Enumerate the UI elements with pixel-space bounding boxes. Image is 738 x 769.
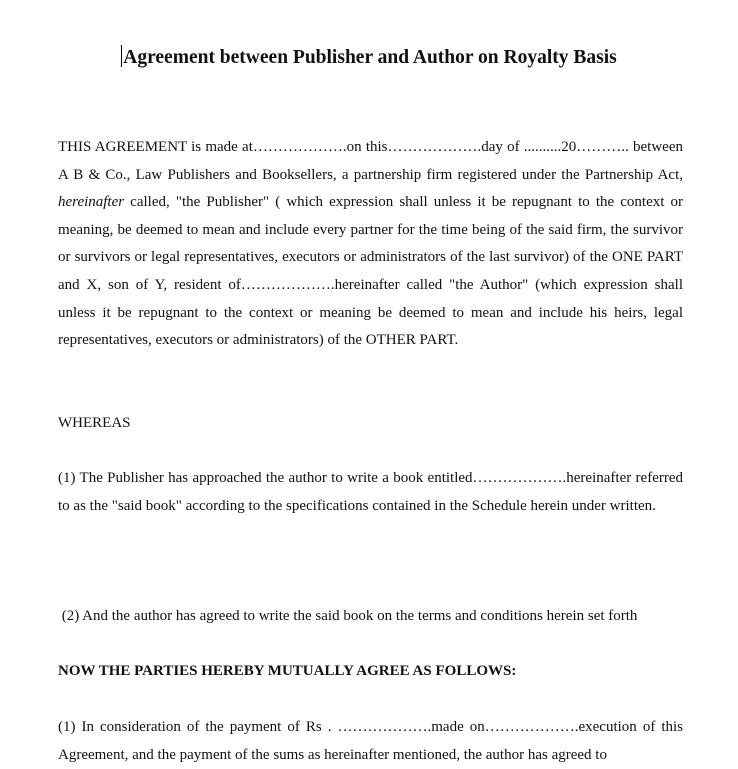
document-title-text: Agreement between Publisher and Author on Royalty Basis — [123, 47, 617, 68]
whereas-heading: WHEREAS — [58, 415, 131, 431]
intro-text-part2: called, "the Publisher" ( which expression shall unless it be repugnant to the context or meaning, be deemed to mean and include every partner for the time being of the said firm, the survivor or survivors or legal representatives, executors or administrators of the last survivor) of the ONE PART and X, son of Y, resident of……………….hereinafter called "the Author" (which expression shall unless it be repugnant to the context or meaning be deemed to mean and include his heirs, legal representatives, executors or administrators) of the OTHER PART. — [58, 194, 683, 349]
intro-paragraph — [58, 134, 683, 355]
clause-1-paragraph: (1) The Publisher has approached the author to write a book entitled……………….hereinafter referred to as the "said book" according to the specifications contained in the Schedule herein under written. — [58, 470, 683, 514]
document-title — [0, 44, 738, 72]
clause-2-paragraph: (2) And the author has agreed to write the said book on the terms and conditions herein set forth — [58, 608, 638, 624]
intro-text-part1: THIS AGREEMENT is made at……………….on this……………….day of ..........20……….. between A B & Co., Law Publishers and Booksellers, a partnership firm registered under the Partnership Act, — [58, 139, 683, 183]
intro-text-italic: hereinafter — [58, 194, 125, 211]
agreement-terms-heading: NOW THE PARTIES HEREBY MUTUALLY AGREE AS FOLLOWS: — [58, 663, 517, 679]
agreement-clause-1-paragraph: (1) In consideration of the payment of Rs . ……………….made on……………….execution of this Agreement, and the payment of the sums as hereinafter mentioned, the author has agreed to — [58, 719, 683, 763]
